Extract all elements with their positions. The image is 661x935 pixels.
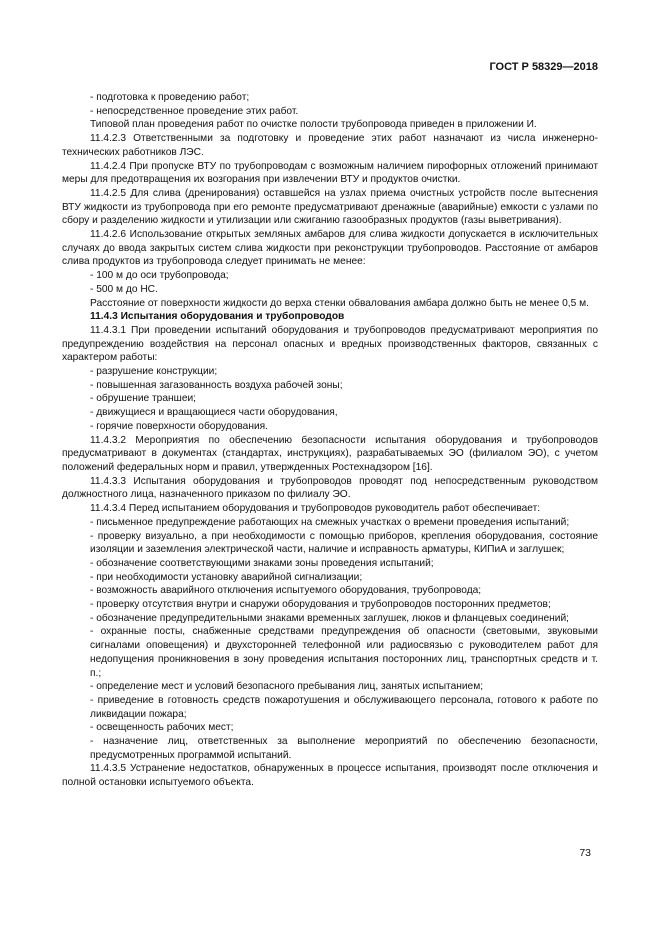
paragraph: 11.4.2.6 Использование открытых земляных амбаров для слива жидкости допускается в исключительных случаях до ввода закрытых систем слива жидкости при реконструкции трубопроводов. Расстояние от амбаров слива продуктов из трубопровода следует принимать не менее:	[62, 229, 598, 268]
paragraph: 11.4.3.3 Испытания оборудования и трубопроводов проводят под непосредственным руководством должностного лица, назначенного приказом по филиалу ЭО.	[62, 475, 598, 501]
list-item: - горячие поверхности оборудования.	[90, 420, 269, 432]
list-item: - непосредственное проведение этих работ.	[90, 105, 299, 117]
paragraph: 11.4.3.4 Перед испытанием оборудования и трубопроводов руководитель работ обеспечивает:	[90, 503, 541, 515]
document-body	[62, 91, 598, 790]
list-item: - охранные посты, снабженные средствами предупреждения об опасности (световыми, звуковыми сигналами оповещения) и двухсторонней телефонной или радиосвязью с руководителем работ для недопущения проникновения в зону проведения испытания посторонних лиц, транспортных средств и т. п.;	[90, 626, 598, 679]
list-item: - 100 м до оси трубопровода;	[90, 270, 229, 282]
paragraph: 11.4.2.3 Ответственными за подготовку и проведение этих работ назначают из числа инженерно-технических работников ЛЭС.	[62, 133, 598, 158]
list-item: - обозначение предупредительными знаками временных заглушек, люков и фланцевых соединений;	[90, 612, 569, 624]
list-item: - подготовка к проведению работ;	[90, 92, 250, 103]
list-item: - возможность аварийного отключения испытуемого оборудования, трубопровода;	[90, 585, 482, 597]
list-item: - проверку отсутствия внутри и снаружи оборудования и трубопроводов посторонних предметов;	[90, 599, 551, 611]
paragraph: 11.4.3.1 При проведении испытаний оборудования и трубопроводов предусматривают мероприятия по предупреждению воздействия на персонал опасных и вредных производственных факторов, связанных с характером работы:	[62, 324, 598, 364]
list-item: - освещенность рабочих мест;	[90, 722, 234, 734]
list-item: - приведение в готовность средств пожаротушения и обслуживающего персонала, готового к работе по ликвидации пожара;	[90, 694, 598, 720]
list-item: - назначение лиц, ответственных за выполнение мероприятий по обеспечению безопасности, предусмотренных программой испытаний.	[90, 736, 598, 761]
paragraph: 11.4.3.5 Устранение недостатков, обнаруженных в процессе испытания, производят после отключения и полной остановки испытуемого объекта.	[62, 763, 598, 789]
list-item: - разрушение конструкции;	[90, 366, 218, 378]
paragraph: Типовой план проведения работ по очистке полости трубопровода приведен в приложении И.	[90, 119, 537, 131]
list-item: - повышенная загазованность воздуха рабочей зоны;	[90, 379, 343, 391]
paragraph: 11.4.3.2 Мероприятия по обеспечению безопасности испытания оборудования и трубопроводов предусматривают в документах (стандартах, инструкциях), разрабатываемых ЭО (филиалом ЭО), с учетом положений федеральных норм и правил, утвержденных Ростехнадзором [16].	[62, 434, 598, 473]
paragraph: 11.4.2.5 Для слива (дренирования) оставшейся на узлах приема очистных устройств после вытеснения ВТУ жидкости из трубопровода при его ремонте предусматривают дренажные (аварийные) емкости с узлами по сбору и разделению жидкости и утилизации или сжиганию газообразных продуктов (газы выветривания).	[62, 187, 598, 227]
list-item: - движущиеся и вращающиеся части оборудования,	[90, 407, 338, 419]
list-item: - определение мест и условий безопасного пребывания лиц, занятых испытанием;	[90, 681, 484, 693]
paragraph: Расстояние от поверхности жидкости до верха стенки обвалования амбара должно быть не менее 0,5 м.	[90, 297, 589, 309]
paragraph: 11.4.2.4 При пропуске ВТУ по трубопроводам с возможным наличием пирофорных отложений принимают меры для предотвращения их возгорания при извлечении ВТУ и продуктов очистки.	[62, 160, 598, 186]
page-number: 73	[579, 847, 591, 859]
list-item: - 500 м до НС.	[90, 283, 158, 295]
list-item: - обозначение соответствующими знаками зоны проведения испытаний;	[90, 557, 434, 569]
document-header: ГОСТ Р 58329—2018	[489, 61, 598, 73]
section-heading: 11.4.3 Испытания оборудования и трубопроводов	[90, 311, 345, 323]
list-item: - проверку визуально, а при необходимости с помощью приборов, крепления оборудования, состояние изоляции и заземления электрической части, наличие и исправность арматуры, КИПиА и заглушек;	[90, 530, 598, 556]
list-item: - при необходимости установку аварийной сигнализации;	[90, 571, 363, 583]
list-item: - обрушение траншеи;	[90, 393, 197, 405]
list-item: - письменное предупреждение работающих на смежных участках о времени проведения испытаний;	[90, 516, 570, 528]
